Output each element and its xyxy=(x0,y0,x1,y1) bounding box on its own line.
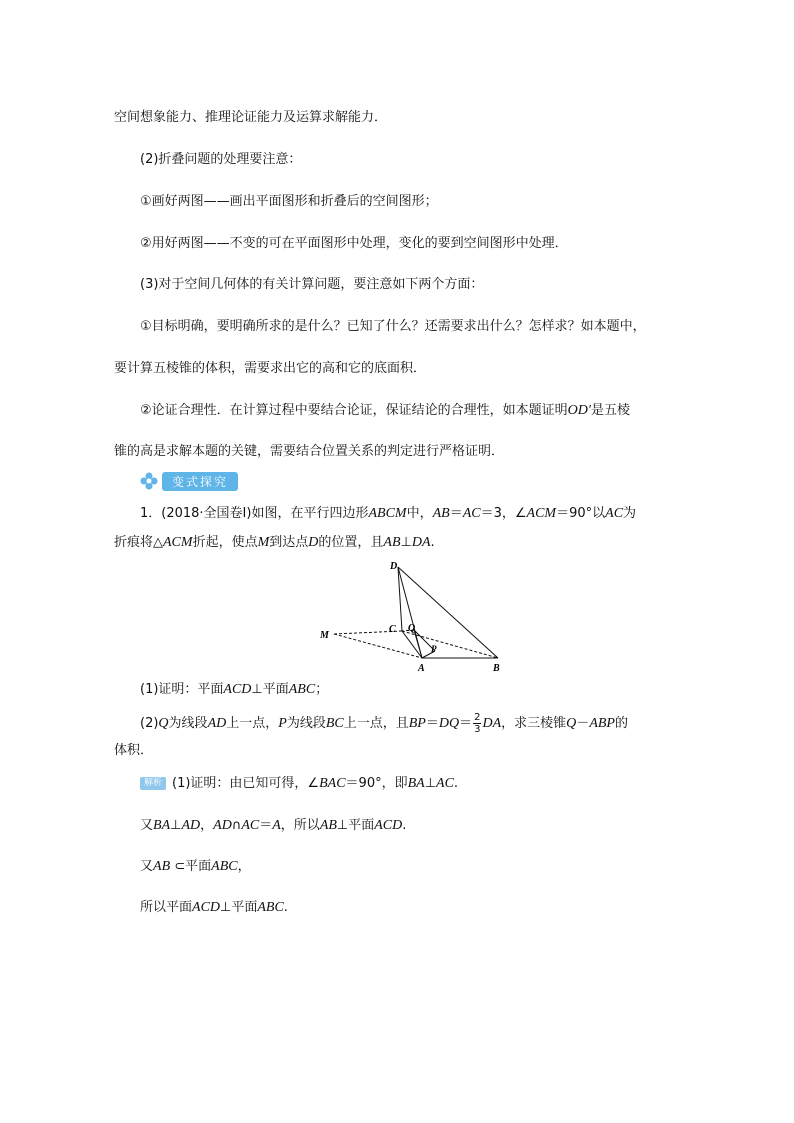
text-run: ＝90°，即 xyxy=(345,776,408,791)
math-symbol: ABC xyxy=(211,859,238,874)
label-B: B xyxy=(493,663,500,674)
math-symbol: ACD xyxy=(374,818,403,833)
paragraph-line: 锥的高是求解本题的关键，需要结合位置关系的判定进行严格证明． xyxy=(114,444,505,459)
text-run: . xyxy=(283,900,288,915)
paragraph-line: (2)折叠问题的处理要注意： xyxy=(140,152,302,167)
math-symbol: ACD xyxy=(223,682,252,697)
text-run: ＝90°以 xyxy=(556,506,606,521)
text-run: ＝ xyxy=(449,506,463,521)
math-symbol: AC xyxy=(241,818,260,833)
text-run: 折起，使点 xyxy=(192,535,258,550)
paragraph-line: (3)对于空间几何体的有关计算问题，要注意如下两个方面： xyxy=(140,277,484,292)
math-symbol: AB xyxy=(153,859,171,874)
text-run: (1)证明：由已知可得，∠ xyxy=(172,776,320,791)
math-symbol: ABCM xyxy=(368,506,407,521)
text-run: ⊥平面 xyxy=(336,818,375,833)
solution-line-3 xyxy=(140,858,251,876)
text-run: (1)证明：平面 xyxy=(140,682,224,697)
analysis-tag: 解析 xyxy=(140,777,166,790)
text-run: ∩ xyxy=(231,818,242,833)
paragraph-line: 要计算五棱锥的体积，需要求出它的高和它的底面积． xyxy=(114,361,427,376)
fraction xyxy=(473,712,481,735)
math-symbol: AB xyxy=(383,535,401,550)
text-run: ＝ xyxy=(425,716,439,731)
math-symbol: AB xyxy=(319,818,337,833)
label-C: C xyxy=(389,624,396,635)
question-1 xyxy=(140,681,328,699)
text-run: . xyxy=(402,818,407,833)
math-symbol: D xyxy=(308,535,319,550)
math-symbol: ACD xyxy=(192,900,221,915)
math-symbol: ACM xyxy=(526,506,557,521)
label-A: A xyxy=(418,663,425,674)
text-run: 为线段 xyxy=(286,716,326,731)
math-symbol: AD xyxy=(181,818,201,833)
geometry-figure xyxy=(310,555,520,680)
math-symbol: BP xyxy=(408,716,426,731)
question-2 xyxy=(140,712,628,735)
text-run: 所以平面 xyxy=(140,900,193,915)
math-symbol: M xyxy=(257,535,270,550)
math-symbol: AC xyxy=(436,776,454,791)
math-symbol: AD xyxy=(207,716,227,731)
text-run: 上一点，且 xyxy=(343,716,409,731)
label-D: D xyxy=(390,561,398,572)
math-symbol: DA xyxy=(411,535,431,550)
problem-line-1 xyxy=(140,505,636,523)
paragraph-line: ①目标明确，要明确所求的是什么？已知了什么？还需要求出什么？怎样求？如本题中， xyxy=(140,319,646,334)
section-banner xyxy=(140,470,238,492)
text-run: 的位置，且 xyxy=(318,535,384,550)
paragraph-line: 空间想象能力、推理论证能力及运算求解能力． xyxy=(114,110,388,125)
text-run: ＝3，∠ xyxy=(480,506,527,521)
math-symbol: BA xyxy=(407,776,425,791)
math-symbol: BC xyxy=(325,716,344,731)
solution-line-2 xyxy=(140,817,406,835)
text-run: ②论证合理性．在计算过程中要结合论证，保证结论的合理性，如本题证明 xyxy=(140,403,568,418)
math-symbol: DQ xyxy=(438,716,460,731)
math-symbol: DA xyxy=(482,716,502,731)
text-run: ⊥ xyxy=(170,818,182,833)
paragraph-line: ②用好两图——不变的可在平面图形中处理，变化的要到空间图形中处理． xyxy=(140,236,568,251)
math-symbol: AD xyxy=(213,818,232,833)
math-symbol: A xyxy=(272,818,281,833)
math-symbol: Q xyxy=(158,716,169,731)
label-Q: Q xyxy=(408,623,416,634)
text-run: 的 xyxy=(614,716,628,731)
text-run: ⊥ xyxy=(424,776,437,791)
text-run: ⊥ xyxy=(400,535,412,550)
text-run: ＝ xyxy=(459,716,473,731)
text-run: － xyxy=(576,716,590,731)
solution-line-4 xyxy=(140,899,288,917)
text-run: 为 xyxy=(623,506,637,521)
math-symbol: AC xyxy=(462,506,481,521)
text-run: ，求三棱锥 xyxy=(501,716,567,731)
text-run: ， xyxy=(237,859,251,874)
text-run: 为线段 xyxy=(168,716,208,731)
math-symbol: ABC xyxy=(257,900,284,915)
text-run: ⊂平面 xyxy=(170,859,212,874)
text-run: 中， xyxy=(406,506,433,521)
text-run: (2) xyxy=(140,716,159,731)
math-symbol: ABC xyxy=(288,682,316,697)
text-run: 上一点， xyxy=(226,716,279,731)
fraction-numerator: 2 xyxy=(474,712,481,723)
math-symbol: BAC xyxy=(319,776,346,791)
text-run: 又 xyxy=(140,859,154,874)
math-symbol: AC xyxy=(605,506,624,521)
paragraph-line: ①画好两图——画出平面图形和折叠后的空间图形； xyxy=(140,194,438,209)
text-run: ⊥平面 xyxy=(220,900,258,915)
math-symbol: ABP xyxy=(589,716,615,731)
text-run: 1．(2018·全国卷Ⅰ)如图，在平行四边形 xyxy=(140,506,369,521)
text-run: 到达点 xyxy=(269,535,309,550)
solution-line-1 xyxy=(140,775,458,793)
text-run: 是五棱 xyxy=(590,403,630,418)
flower-icon xyxy=(140,472,158,490)
problem-line-2 xyxy=(114,534,435,552)
paragraph-line xyxy=(140,402,630,420)
text-run: ，所以 xyxy=(280,818,320,833)
math-symbol: P xyxy=(278,716,287,731)
math-symbol: ACM xyxy=(163,535,193,550)
text-run: 折痕将△ xyxy=(114,535,163,550)
fraction-denominator: 3 xyxy=(474,724,481,735)
text-run: . xyxy=(453,776,459,791)
text-run: . xyxy=(430,535,435,550)
math-symbol: BA xyxy=(153,818,171,833)
math-symbol: OD′ xyxy=(567,403,591,418)
math-symbol: Q xyxy=(566,716,577,731)
text-run: ； xyxy=(315,682,329,697)
question-2-cont: 体积． xyxy=(114,743,154,758)
text-run: ， xyxy=(200,818,214,833)
label-P: P xyxy=(431,644,437,654)
text-run: ⊥平面 xyxy=(251,682,289,697)
label-M: M xyxy=(320,630,329,641)
section-label: 变式探究 xyxy=(162,472,238,491)
text-run: 又 xyxy=(140,818,154,833)
math-symbol: AB xyxy=(432,506,450,521)
text-run: ＝ xyxy=(259,818,273,833)
